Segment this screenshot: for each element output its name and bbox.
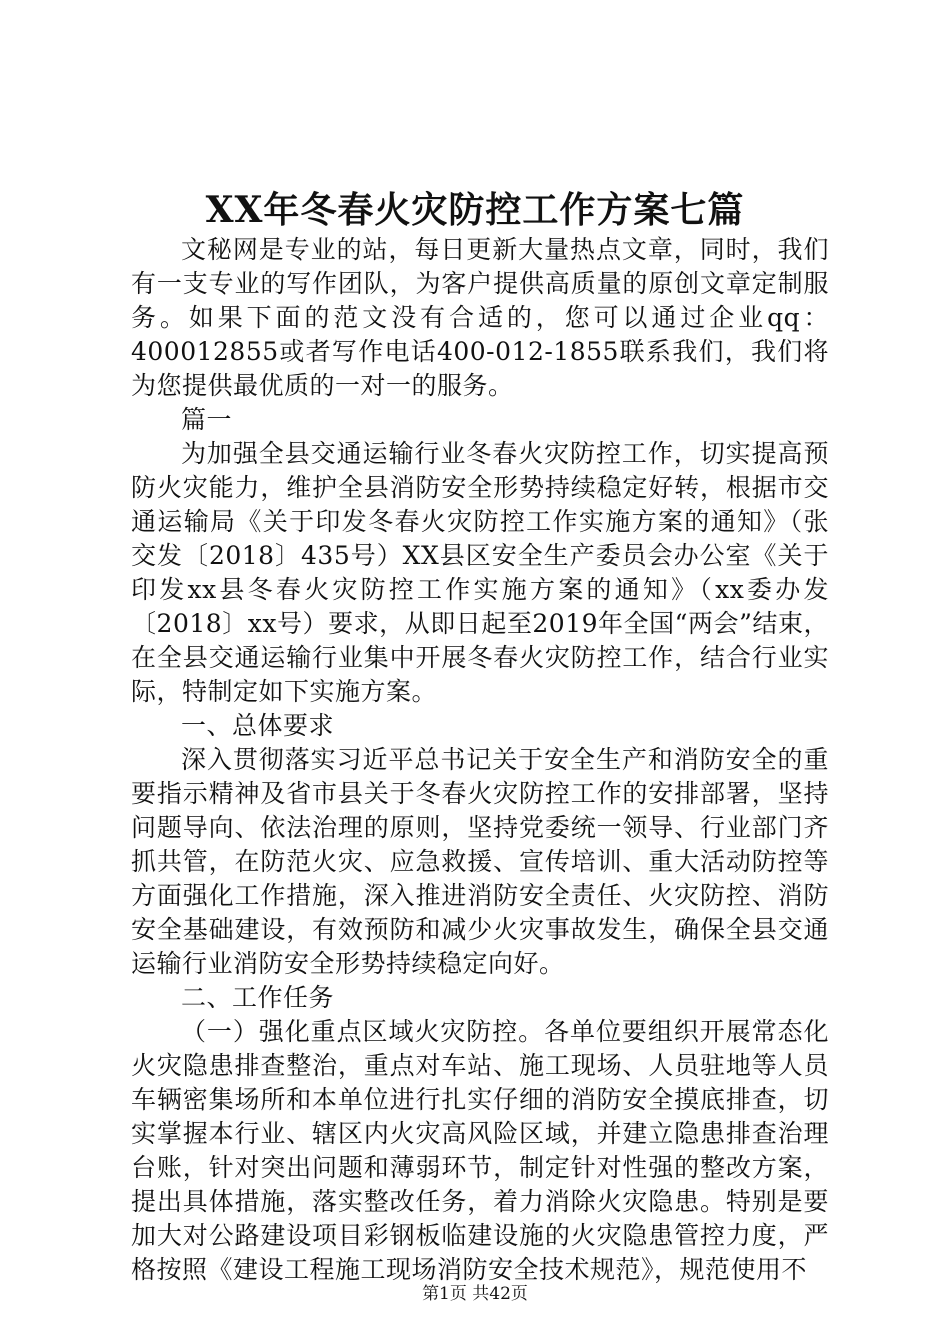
task-one-paragraph: （一）强化重点区域火灾防控。各单位要组织开展常态化火灾隐患排查整治，重点对车站、施工现场、人员驻地等人员车辆密集场所和本单位进行扎实仔细的消防安全摸底排查，切实掌握本行业、辖区内火灾高风险区域，并建立隐患排查治理台账，针对突出问题和薄弱环节，制定针对性强的整改方案，提出具体措施，落实整改任务，着力消除火灾隐患。特别是要加大对公路建设项目彩钢板临建设施的火灾隐患管控力度，严格按照《建设工程施工现场消防安全技术规范》，规范使用不 (131, 1017, 829, 1284)
background-paragraph: 为加强全县交通运输行业冬春火灾防控工作，切实提高预防火灾能力，维护全县消防安全形势持续稳定好转，根据市交通运输局《关于印发冬春火灾防控工作实施方案的通知》（张交发〔2018〕435号）XX县区安全生产委员会办公室《关于印发xx县冬春火灾防控工作实施方案的通知》（xx委办发〔2018〕xx号）要求，从即日起至2019年全国“两会”结束，在全县交通运输行业集中开展冬春火灾防控工作，结合行业实际，特制定如下实施方案。 (131, 439, 829, 706)
document-body (131, 233, 829, 1287)
heading-work-tasks: 二、工作任务 (181, 983, 335, 1012)
general-requirements-paragraph: 深入贯彻落实习近平总书记关于安全生产和消防安全的重要指示精神及省市县关于冬春火灾防控工作的安排部署，坚持问题导向、依法治理的原则，坚持党委统一领导、行业部门齐抓共管，在防范火灾、应急救援、宣传培训、重大活动防控等方面强化工作措施，深入推进消防安全责任、火灾防控、消防安全基础建设，有效预防和减少火灾事故发生，确保全县交通运输行业消防安全形势持续稳定向好。 (131, 745, 829, 978)
intro-paragraph: 文秘网是专业的站，每日更新大量热点文章，同时，我们有一支专业的写作团队，为客户提供高质量的原创文章定制服务。如果下面的范文没有合适的，您可以通过企业qq：400012855或者写作电话400-012-1855联系我们，我们将为您提供最优质的一对一的服务。 (131, 235, 829, 400)
section-label-part-one: 篇一 (181, 405, 233, 434)
heading-general-requirements: 一、总体要求 (181, 711, 335, 740)
document-title: XX年冬春火灾防控工作方案七篇 (205, 189, 745, 231)
page-number-footer: 第1页 共42页 (422, 1284, 528, 1304)
